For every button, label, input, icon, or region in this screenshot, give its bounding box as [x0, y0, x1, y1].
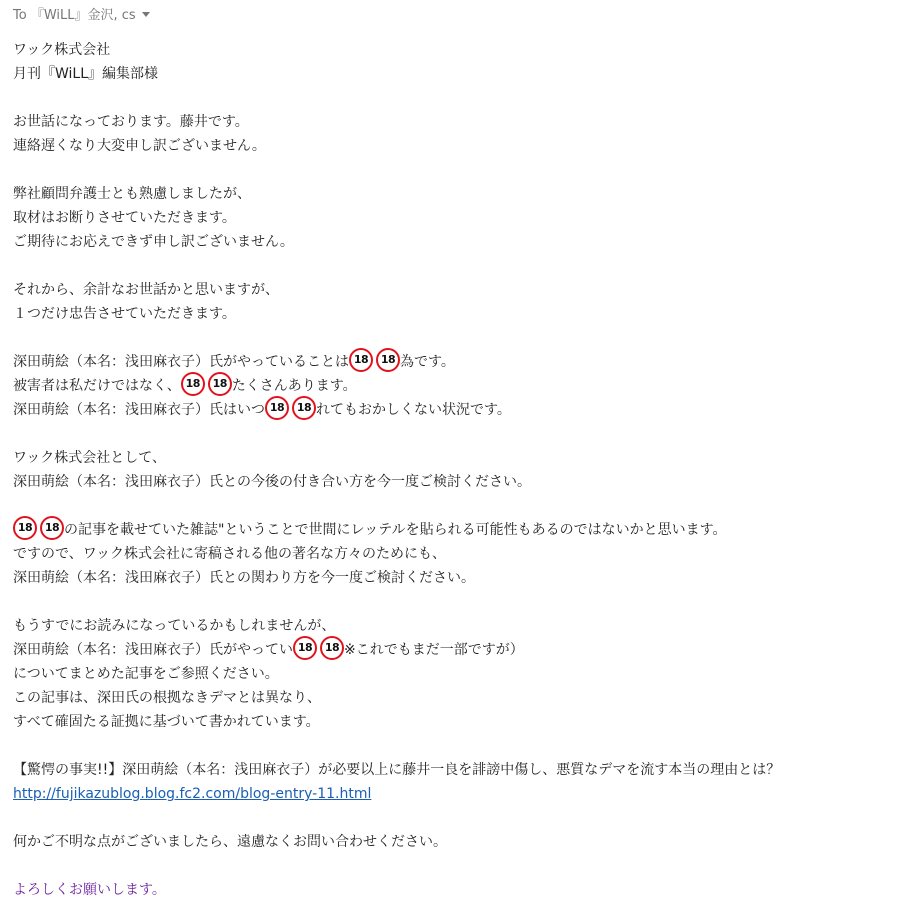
recipients-header[interactable]	[13, 4, 150, 22]
censor-18-icon: 18	[349, 348, 373, 372]
body-line	[13, 350, 908, 374]
body-line	[13, 470, 908, 494]
blank-line	[13, 806, 908, 830]
body-line	[13, 542, 908, 566]
body-line	[13, 278, 908, 302]
text: それから、余計なお世話かと思いますが、	[13, 282, 279, 298]
text: 深田萌絵（本名：浅田麻衣子）氏がやってい	[13, 642, 293, 658]
blank-line	[13, 590, 908, 614]
body-line	[13, 398, 908, 422]
text: 取材はお断りさせていただきます。	[13, 210, 236, 226]
recipients-text: To 『WiLL』金沢, cs	[13, 7, 136, 23]
text: たくさんあります。	[231, 378, 357, 394]
censor-18-icon: 18	[320, 636, 344, 660]
blank-line	[13, 158, 908, 182]
body-line	[13, 110, 908, 134]
closing-line: よろしくお願いします。	[13, 882, 166, 898]
blank-line	[13, 854, 908, 878]
article-link[interactable]: http://fujikazublog.blog.fc2.com/blog-entry-11.html	[13, 786, 372, 802]
censor-18-icon: 18	[40, 516, 64, 540]
blank-line	[13, 494, 908, 518]
body-line	[13, 38, 908, 62]
blank-line	[13, 326, 908, 350]
greeting: お世話になっております。藤井です。	[13, 114, 249, 130]
blank-line	[13, 422, 908, 446]
addressee: 月刊『WiLL』編集部様	[13, 66, 159, 82]
text: の記事を載せていた雑誌"ということで世間にレッテルを貼られる可能性もあるのではないかと思います。	[64, 522, 727, 538]
body-line	[13, 182, 908, 206]
text: １つだけ忠告させていただきます。	[13, 306, 236, 322]
body-line	[13, 638, 908, 662]
text: ご期待にお応えできず申し訳ございません。	[13, 234, 294, 250]
body-line	[13, 62, 908, 86]
article-title: 【驚愕の事実!!】深田萌絵（本名：浅田麻衣子）が必要以上に藤井一良を誹謗中傷し、悪質なデマを流す本当の理由とは？	[13, 762, 781, 778]
company-name: ワック株式会社	[13, 42, 111, 58]
censor-18-icon: 18	[13, 516, 37, 540]
body-line	[13, 614, 908, 638]
text: 深田萌絵（本名：浅田麻衣子）氏はいつ	[13, 402, 265, 418]
body-line	[13, 230, 908, 254]
apology: 連絡遅くなり大変申し訳ございません。	[13, 138, 266, 154]
censor-18-icon: 18	[292, 396, 316, 420]
body-line	[13, 758, 908, 782]
body-line	[13, 518, 908, 542]
text: 何かご不明な点がございましたら、遠慮なくお問い合わせください。	[13, 834, 447, 850]
text: 深田萌絵（本名：浅田麻衣子）氏との今後の付き合い方を今一度ご検討ください。	[13, 474, 531, 490]
body-line	[13, 686, 908, 710]
text: 深田萌絵（本名：浅田麻衣子）氏がやっていることは	[13, 354, 349, 370]
blank-line	[13, 86, 908, 110]
text: ですので、ワック株式会社に寄稿される他の著名な方々のためにも、	[13, 546, 447, 562]
text: 為です。	[400, 354, 455, 370]
body-line	[13, 374, 908, 398]
censor-18-icon: 18	[208, 372, 232, 396]
text: れてもおかしくない状況です。	[316, 402, 511, 418]
text: もうすでにお読みになっているかもしれませんが、	[13, 618, 336, 634]
censor-18-icon: 18	[265, 396, 289, 420]
chevron-down-icon[interactable]	[142, 12, 150, 17]
body-line	[13, 662, 908, 686]
text: ワック株式会社として、	[13, 450, 167, 466]
body-line	[13, 878, 908, 902]
text: ※これでもまだ一部ですが）	[344, 642, 524, 658]
text: 深田萌絵（本名：浅田麻衣子）氏との関わり方を今一度ご検討ください。	[13, 570, 475, 586]
censor-18-icon: 18	[181, 372, 205, 396]
text: 被害者は私だけではなく、	[13, 378, 181, 394]
censor-18-icon: 18	[376, 348, 400, 372]
blank-line	[13, 734, 908, 758]
body-line	[13, 710, 908, 734]
body-line	[13, 566, 908, 590]
email-body	[13, 38, 908, 902]
censor-18-icon: 18	[293, 636, 317, 660]
body-line	[13, 206, 908, 230]
text: についてまとめた記事をご参照ください。	[13, 666, 279, 682]
blank-line	[13, 254, 908, 278]
body-line	[13, 782, 908, 806]
text: すべて確固たる証拠に基づいて書かれています。	[13, 714, 320, 730]
body-line	[13, 830, 908, 854]
text: この記事は、深田氏の根拠なきデマとは異なり、	[13, 690, 321, 706]
text: 弊社顧問弁護士とも熟慮しましたが、	[13, 186, 251, 202]
body-line	[13, 302, 908, 326]
body-line	[13, 134, 908, 158]
body-line	[13, 446, 908, 470]
